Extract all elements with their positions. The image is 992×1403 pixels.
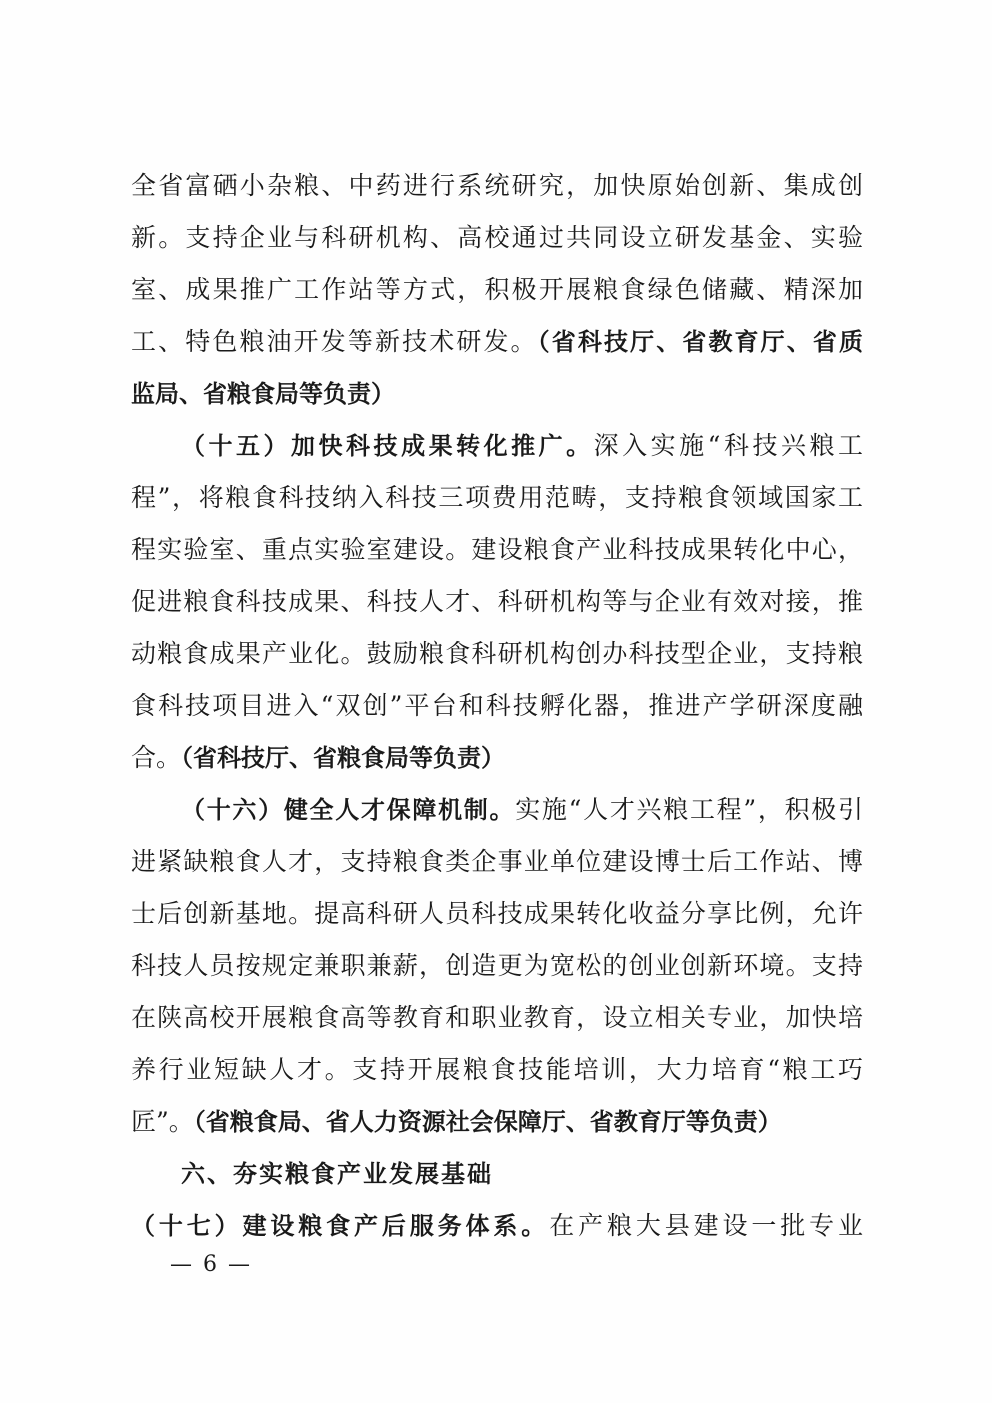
paragraph-line [131, 1096, 863, 1148]
paragraph-line: 程实验室、重点实验室建设。建设粮食产业科技成果转化中心， [131, 535, 863, 564]
section-subheading: （十五）加快科技成果转化推广。 [181, 432, 594, 460]
paragraph-line [131, 316, 863, 368]
responsible-departments: （省科技厅、省粮食局等负责） [181, 744, 506, 772]
paragraph-line: 新。支持企业与科研机构、高校通过共同设立研发基金、实验 [131, 223, 863, 252]
paragraph-line: 士后创新基地。提高科研人员科技成果转化收益分享比例，允许 [131, 899, 863, 928]
paragraph-line [131, 732, 863, 784]
responsible-departments: 监局、省粮食局等负责） [131, 380, 395, 408]
body-text: 深入实施“科技兴粮工 [593, 431, 863, 460]
body-text: 在产粮大县建设一批专业 [549, 1211, 863, 1240]
section-paragraph-15 [131, 420, 863, 472]
paragraph-line: 在陕高校开展粮食高等教育和职业教育，设立相关专业，加快培 [131, 1003, 863, 1032]
paragraph-line: 科技人员按规定兼职兼薪，创造更为宽松的创业创新环境。支持 [131, 951, 863, 980]
paragraph-line: 养行业短缺人才。支持开展粮食技能培训，大力培育“粮工巧 [131, 1055, 863, 1084]
responsible-departments: （省粮食局、省人力资源社会保障厅、省教育厅等负责） [193, 1108, 782, 1136]
body-text: 匠”。 [131, 1107, 194, 1136]
section-paragraph-17 [131, 1200, 863, 1252]
paragraph-line: 动粮食成果产业化。鼓励粮食科研机构创办科技型企业，支持粮 [131, 639, 863, 668]
body-text: 合。 [131, 743, 182, 772]
page-number: — 6 — [170, 1252, 252, 1277]
section-paragraph-16 [131, 784, 863, 836]
paragraph-line: 促进粮食科技成果、科技人才、科研机构等与企业有效对接，推 [131, 587, 863, 616]
body-text: 实施“人才兴粮工程”，积极引 [515, 795, 863, 824]
document-body [131, 160, 863, 1252]
paragraph-line: 程”，将粮食科技纳入科技三项费用范畴，支持粮食领域国家工 [131, 483, 863, 512]
paragraph-line: 全省富硒小杂粮、中药进行系统研究，加快原始创新、集成创 [131, 171, 863, 200]
paragraph-line: 室、成果推广工作站等方式，积极开展粮食绿色储藏、精深加 [131, 275, 863, 304]
section-heading: 六、夯实粮食产业发展基础 [181, 1160, 493, 1188]
responsible-departments: （省科技厅、省教育厅、省质 [537, 328, 863, 356]
section-subheading: （十六）健全人才保障机制。 [181, 796, 516, 824]
paragraph-line: 进紧缺粮食人才，支持粮食类企事业单位建设博士后工作站、博 [131, 847, 863, 876]
paragraph-line: 食科技项目进入“双创”平台和科技孵化器，推进产学研深度融 [131, 691, 863, 720]
body-text: 工、特色粮油开发等新技术研发。 [131, 327, 538, 356]
section-subheading: （十七）建设粮食产后服务体系。 [131, 1212, 550, 1240]
